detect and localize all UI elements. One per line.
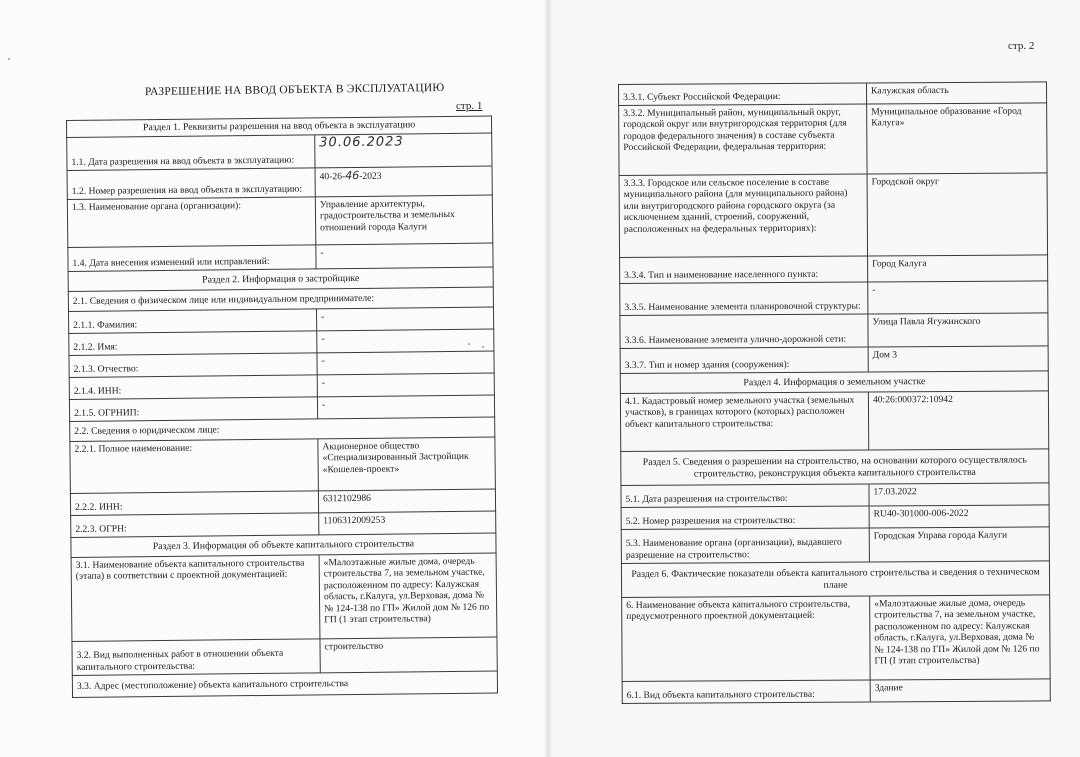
field-value-3-3-1: Калужская область [866, 82, 1046, 104]
field-label-3-3-1: 3.3.1. Субъект Российской Федерации: [619, 83, 867, 106]
scan-speck [468, 343, 470, 345]
section-3-header: Раздел 3. Информация об объекте капитального строительства [71, 533, 496, 557]
field-value-1-3: Управление архитектуры, градостроительства и земельных отношений города Калуги [315, 195, 493, 245]
field-value-6-1: Здание [870, 679, 1050, 702]
field-label-3-3-4: 3.3.4. Тип и наименование населенного пункта: [620, 256, 868, 284]
section-1-header: Раздел 1. Реквизиты разрешения на ввод объекта в эксплуатацию [67, 116, 492, 137]
handwritten-date: 30.06.2023 [319, 134, 404, 151]
field-label-3-3-2: 3.3.2. Муниципальный район, муниципальный округ, городской округ или внутригородская территория (для городов федерального значения) в составе субъекта Российской Федерации, федеральная территория: [619, 104, 867, 176]
subhead-3-3: 3.3. Адрес (местоположение) объекта капитального строительства [72, 671, 497, 697]
field-value-2-1-3: - [317, 351, 494, 375]
page-number-left: стр. 1 [456, 100, 483, 112]
field-label-2-1-3: 2.1.3. Отчество: [69, 353, 317, 378]
field-label-5-1: 5.1. Дата разрешения на строительство: [621, 484, 869, 508]
field-value-1-4: - [316, 243, 493, 269]
subhead-2-1: 2.1. Сведения о физическом лице или индивидуальном предпринимателе: [68, 287, 493, 311]
field-value-2-2-1: Акционерное общество «Специализированный Застройщик «Кошелев-проект» [318, 437, 496, 491]
field-label-2-1-1: 2.1.1. Фамилия: [69, 309, 317, 334]
page-fold [544, 0, 552, 757]
section-4-header: Раздел 4. Информация о земельном участке [620, 371, 1048, 394]
permit-number-suffix: -2023 [359, 170, 382, 182]
field-label-3-3-6: 3.3.6. Наименование элемента улично-дорожной сети: [620, 314, 868, 349]
field-label-3-3-7: 3.3.7. Тип и номер здания (сооружения): [620, 347, 868, 374]
field-value-3-3-5: - [868, 281, 1048, 314]
field-label-2-2-1: 2.2.1. Полное наименование: [70, 439, 319, 494]
field-value-4-1: 40:26:000372:10942 [868, 391, 1048, 450]
field-value-3-1: «Малоэтажные жилые дома, очередь строительства 7, на земельном участке, расположенном по адресу: Калужская область, г.Калуга, ул.Верховая, дома №№ 124-138 по ГП» Жилой дом № 126 по ГП (1 этап строительства) [319, 553, 497, 639]
document-title: РАЗРЕШЕНИЕ НА ВВОД ОБЪЕКТА В ЭКСПЛУАТАЦИЮ [144, 81, 445, 99]
field-label-6-1: 6.1. Вид объекта капитального строительства: [622, 680, 870, 704]
field-value-3-3-7: Дом 3 [868, 346, 1048, 372]
field-label-1-4: 1.4. Дата внесения изменений или исправлений: [68, 245, 316, 272]
section-6-header: Раздел 6. Фактические показатели объекта капитального строительства и сведения о техническом плане [621, 561, 1049, 598]
permit-number-prefix: 40-26- [319, 171, 346, 183]
field-value-3-3-2: Муниципальное образование «Город Калуга» [867, 103, 1047, 174]
field-value-3-3-4: Город Калуга [868, 255, 1048, 282]
field-label-3-3-5: 3.3.5. Наименование элемента планировочной структуры: [620, 282, 868, 316]
field-label-4-1: 4.1. Кадастровый номер земельного участка (земельных участков), в границах которого (которых) расположен объект капитального строительства: [620, 392, 868, 452]
scan-speck [482, 346, 484, 348]
field-value-2-1-2: - [317, 329, 494, 353]
field-label-1-3: 1.3. Наименование органа (организации): [67, 197, 315, 248]
field-value-3-3-3: Городской округ [867, 173, 1047, 256]
field-label-5-3: 5.3. Наименование органа (организации), выдавшего разрешение на строительство: [621, 528, 869, 564]
field-label-2-2-2: 2.2.2. ИНН: [70, 491, 318, 516]
field-value-2-1-5: - [317, 395, 494, 419]
form-left [66, 116, 498, 698]
field-label-2-1-2: 2.1.2. Имя: [69, 331, 317, 356]
field-label-3-1: 3.1. Наименование объекта капитального строительства (этапа) в соответствии с проектной документацией: [71, 555, 320, 642]
field-value-2-2-2: 6312102986 [318, 489, 495, 513]
field-value-1-1 [315, 133, 492, 168]
field-value-2-2-3: 1106312009253 [319, 511, 496, 535]
scan-speck [8, 58, 10, 60]
section-2-header: Раздел 2. Информация о застройщике [68, 267, 493, 291]
field-value-1-2 [315, 166, 492, 197]
field-label-1-2: 1.2. Номер разрешения на ввод объекта в эксплуатацию: [67, 168, 315, 200]
field-value-3-3-6: Улица Павла Ягужинского [868, 313, 1048, 347]
subhead-2-2: 2.2. Сведения о юридическом лице: [70, 417, 495, 441]
page-number-right: стр. 2 [1008, 40, 1035, 52]
handwritten-permit-number: 46 [345, 168, 360, 183]
field-label-2-1-5: 2.1.5. ОГРНИП: [69, 397, 317, 422]
field-label-2-2-3: 2.2.3. ОГРН: [71, 513, 319, 538]
form-right [618, 81, 1051, 704]
field-label-2-1-4: 2.1.4. ИНН: [69, 375, 317, 400]
section-5-header: Раздел 5. Сведения о разрешении на строительство, на основании которого осуществлялось строительство, реконструкция объекта капитального строительства [621, 449, 1049, 486]
field-label-6: 6. Наименование объекта капитального строительства, предусмотренного проектной документацией: [622, 596, 871, 682]
field-value-5-3: Городская Управа города Калуги [869, 527, 1049, 562]
field-value-3-2: строительство [320, 637, 497, 673]
field-label-5-2: 5.2. Номер разрешения на строительство: [621, 506, 869, 530]
field-value-2-1-4: - [317, 373, 494, 397]
field-label-3-3-3: 3.3.3. Городское или сельское поселение в составе муниципального района (для муниципального района) или внутригородского района городского округа (за исключением зданий, строений, сооружений, расположенных на федеральных территориях): [619, 174, 867, 258]
field-value-5-2: RU40-301000-006-2022 [869, 505, 1049, 528]
field-label-1-1: 1.1. Дата разрешения на ввод объекта в эксплуатацию: [67, 135, 315, 171]
field-label-3-2: 3.2. Вид выполненных работ в отношении объекта капитального строительства: [72, 639, 320, 676]
field-value-5-1: 17.03.2022 [869, 483, 1049, 506]
field-value-2-1-1: - [316, 307, 493, 331]
field-value-6: «Малоэтажные жилые дома, очередь строительства 7, на земельном участке, расположенном по адресу: Калужская область, г.Калуга, ул.Верховая, дома № № 124-138 по ГП» Жилой дом № 126 по ГП (I этап строительства) [870, 595, 1051, 680]
